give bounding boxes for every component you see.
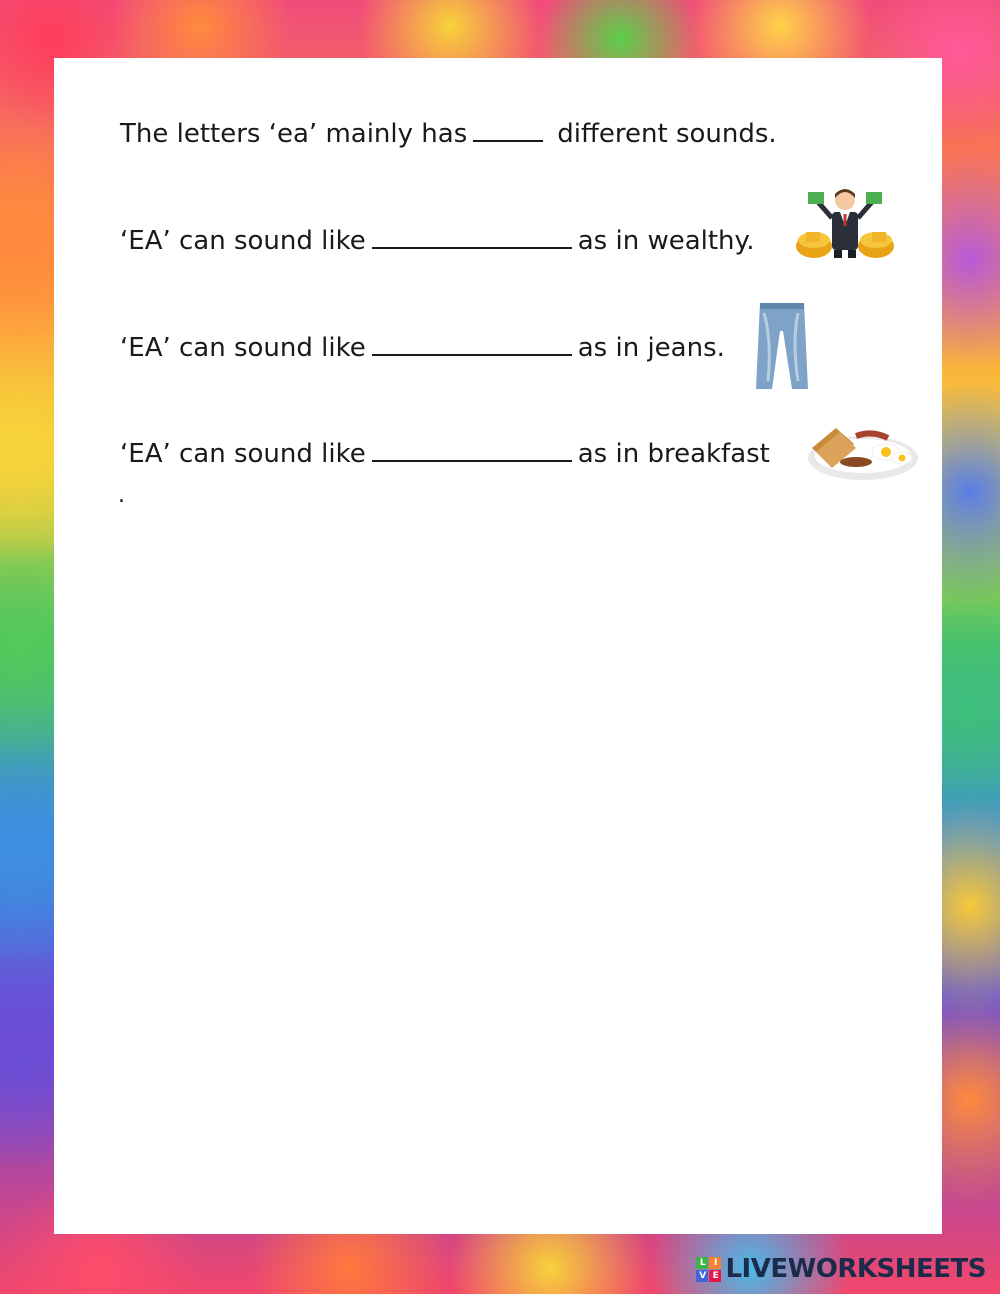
question-4 xyxy=(120,438,770,470)
question-4-prefix: ‘EA’ can sound like xyxy=(120,439,366,469)
answer-blank-4[interactable] xyxy=(372,438,572,462)
question-3-prefix: ‘EA’ can sound like xyxy=(120,333,366,363)
liveworksheets-watermark xyxy=(696,1254,986,1284)
question-3-suffix: as in jeans. xyxy=(577,333,725,363)
question-4-suffix: as in breakfast xyxy=(577,439,770,469)
question-1 xyxy=(120,118,777,150)
logo-letter-l: L xyxy=(696,1257,708,1269)
question-1-prefix: The letters ‘ea’ mainly has xyxy=(120,119,468,149)
logo-letter-v: V xyxy=(696,1270,708,1282)
question-2 xyxy=(120,225,754,257)
answer-blank-1[interactable] xyxy=(473,118,543,142)
answer-blank-3[interactable] xyxy=(372,332,572,356)
watermark-text: LIVEWORKSHEETS xyxy=(725,1254,986,1284)
question-2-suffix: as in wealthy. xyxy=(577,226,755,256)
jeans-icon xyxy=(754,301,810,391)
worksheet-page xyxy=(54,58,942,1234)
logo-letter-e: E xyxy=(709,1270,721,1282)
trailing-dot: . xyxy=(118,483,125,508)
question-3 xyxy=(120,332,725,364)
businessman-money-icon xyxy=(794,184,896,262)
breakfast-plate-icon xyxy=(806,422,920,484)
logo-letter-i: I xyxy=(709,1257,721,1269)
liveworksheets-logo-icon xyxy=(696,1257,721,1282)
question-1-suffix: different sounds. xyxy=(557,119,777,149)
answer-blank-2[interactable] xyxy=(372,225,572,249)
question-2-prefix: ‘EA’ can sound like xyxy=(120,226,366,256)
